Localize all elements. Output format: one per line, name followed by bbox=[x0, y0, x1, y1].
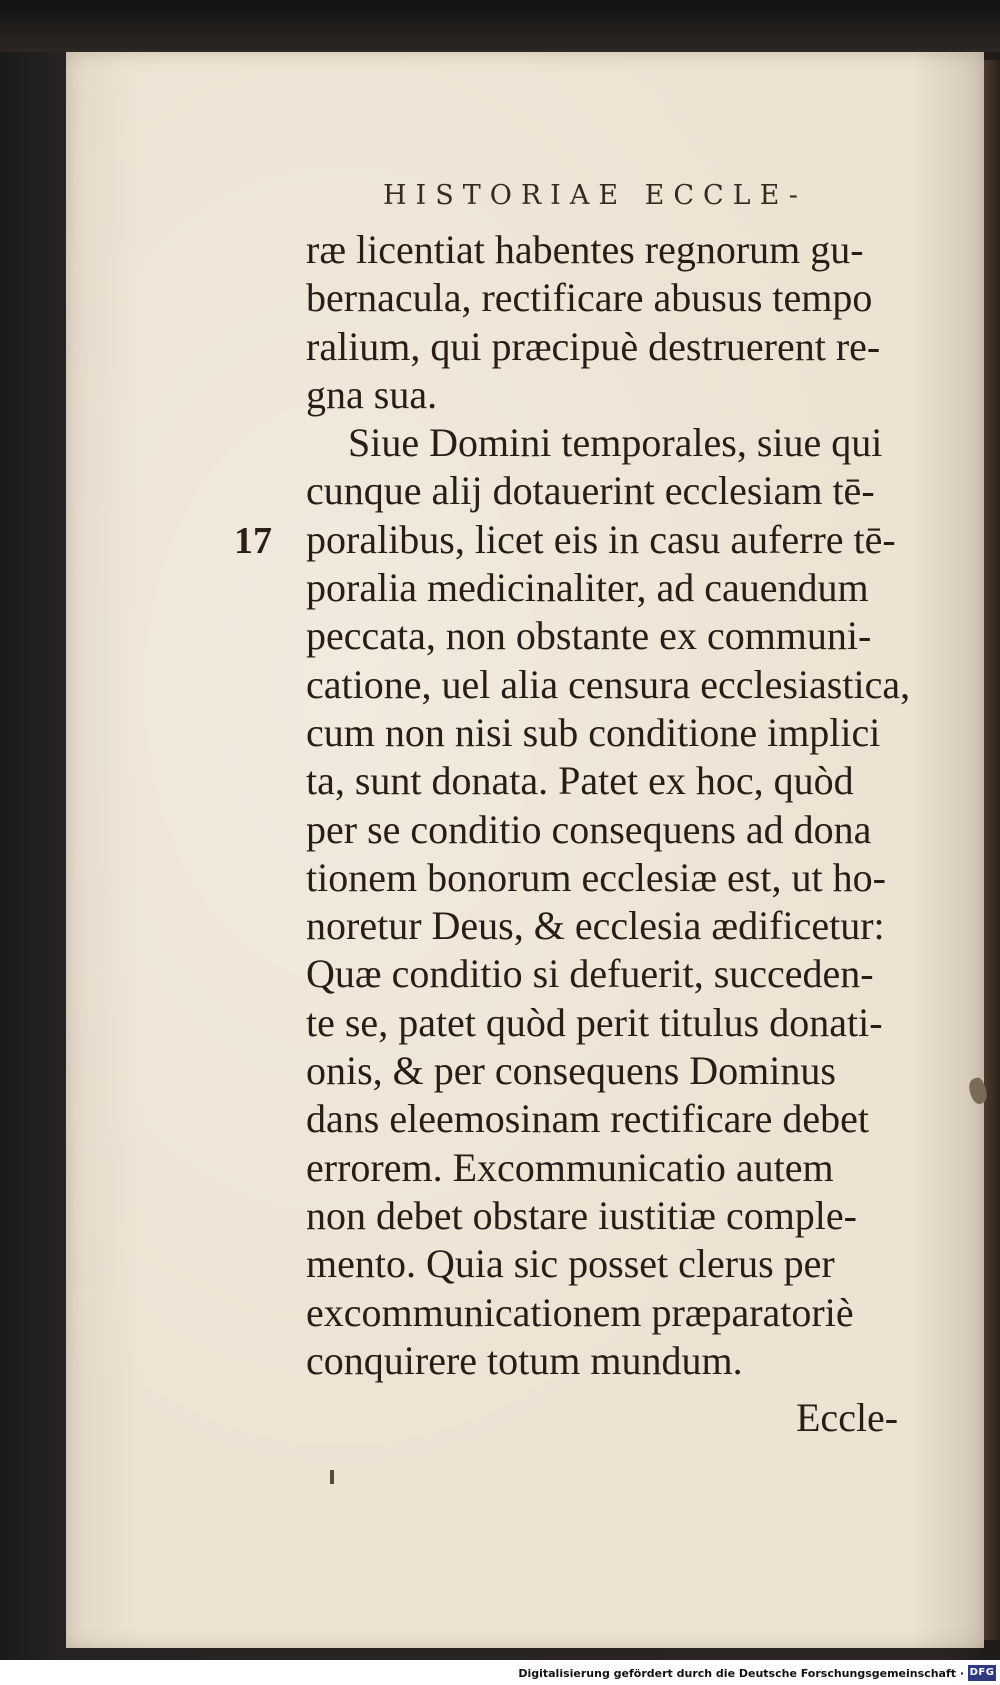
text-line: poralia medicinaliter, ad cauendum bbox=[306, 565, 869, 611]
text-line: ræ licentiat habentes regnorum gu- bbox=[306, 227, 864, 272]
text-line: noretur Deus, & ecclesia ædificetur: bbox=[306, 903, 885, 949]
catchword: Eccle- bbox=[796, 1395, 899, 1440]
text-line: te se, patet quòd perit titulus donati- bbox=[306, 999, 883, 1045]
text-line: ralium, qui præcipuè destruerent re- bbox=[306, 323, 881, 369]
margin-note-number: 17 bbox=[234, 520, 272, 562]
text-line: non debet obstare iustitiæ comple- bbox=[306, 1192, 857, 1238]
text-line: excommunicationem præparatoriè bbox=[306, 1289, 854, 1335]
text-line: peccata, non obstante ex communi- bbox=[306, 613, 872, 659]
scan-top-edge bbox=[0, 0, 1000, 52]
dfg-logo: DFG bbox=[968, 1665, 996, 1681]
text-line: per se conditio consequens ad dona bbox=[306, 806, 872, 852]
text-line: conquirere totum mundum. bbox=[306, 1337, 743, 1383]
digitization-credit: Digitalisierung gefördert durch die Deutsche Forschungsgemeinschaft · bbox=[518, 1667, 964, 1680]
text-line: ta, sunt donata. Patet ex hoc, quòd bbox=[306, 758, 854, 804]
text-line: mento. Quia sic posset clerus per bbox=[306, 1241, 835, 1287]
text-line: poralibus, licet eis in casu auferre tē- bbox=[306, 516, 896, 562]
ink-speck bbox=[330, 1470, 334, 1484]
text-line: gna sua. bbox=[306, 371, 438, 417]
text-line: onis, & per consequens Dominus bbox=[306, 1048, 836, 1094]
running-head: HISTORIAE ECCLE- bbox=[383, 180, 807, 211]
text-line: cunque alij dotauerint ecclesiam tē- bbox=[306, 468, 875, 514]
text-line: Quæ conditio si defuerit, succeden- bbox=[306, 951, 874, 997]
text-line: cum non nisi sub conditione implici bbox=[306, 709, 881, 755]
book-fore-edge bbox=[984, 60, 1000, 1640]
text-line: Siue Domini temporales, siue qui bbox=[348, 420, 883, 466]
text-line: errorem. Excommunicatio autem bbox=[306, 1144, 834, 1190]
text-line: dans eleemosinam rectificare debet bbox=[306, 1096, 870, 1142]
text-line: catione, uel alia censura ecclesiastica, bbox=[306, 661, 911, 707]
text-line: bernacula, rectificare abusus tempo bbox=[306, 275, 873, 321]
body-text bbox=[306, 226, 942, 1385]
text-line: tionem bonorum ecclesiæ est, ut ho- bbox=[306, 854, 886, 900]
